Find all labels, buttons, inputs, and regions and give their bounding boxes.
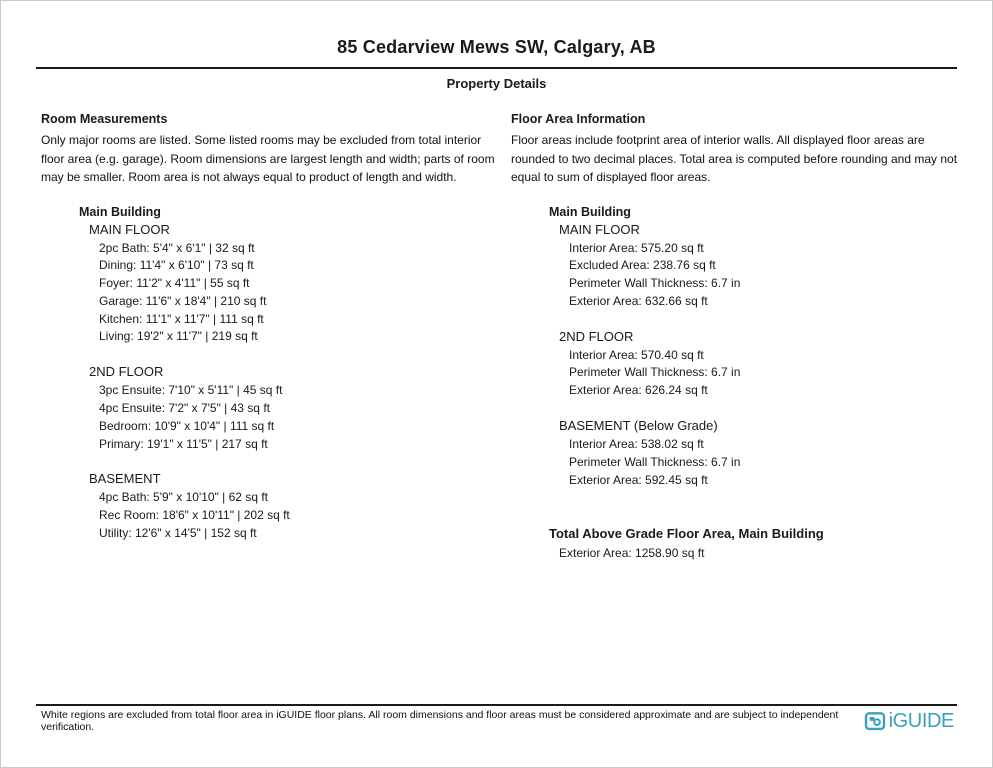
total-exterior-area: Exterior Area: 1258.90 sq ft: [559, 546, 705, 561]
floor-area-entry: Perimeter Wall Thickness: 6.7 in: [569, 454, 741, 469]
room-measurement: Foyer: 11'2" x 4'11" | 55 sq ft: [99, 276, 250, 291]
floor-area-entry: Interior Area: 538.02 sq ft: [569, 437, 704, 452]
footer-divider: [36, 704, 957, 706]
page-subtitle: Property Details: [446, 76, 547, 91]
area-block-basement: [559, 417, 966, 489]
room-measurement: Rec Room: 18'6" x 10'11" | 202 sq ft: [99, 508, 290, 523]
floor-area-entry: Interior Area: 570.40 sq ft: [569, 347, 704, 362]
floor-name: BASEMENT: [89, 471, 161, 487]
room-measurement: Garage: 11'6" x 18'4" | 210 sq ft: [99, 293, 267, 308]
floor-area-heading: Floor Area Information: [511, 112, 646, 126]
total-above-grade-heading: Total Above Grade Floor Area, Main Building: [549, 526, 824, 542]
room-measurements-building: [79, 204, 496, 543]
room-measurement: Utility: 12'6" x 14'5" | 152 sq ft: [99, 526, 257, 541]
room-measurement: Primary: 19'1" x 11'5" | 217 sq ft: [99, 436, 268, 451]
floor-area-entry: Exterior Area: 626.24 sq ft: [569, 383, 708, 398]
floor-name: 2ND FLOOR: [559, 328, 634, 344]
room-list: [99, 382, 496, 453]
room-measurement: 2pc Bath: 5'4" x 6'1" | 32 sq ft: [99, 240, 255, 255]
footer-disclaimer: White regions are excluded from total floor area in iGUIDE floor plans. All room dimensions and floor areas must be considered approximate and are subject to independent verification.: [41, 709, 839, 733]
floor-name: 2ND FLOOR: [89, 364, 164, 380]
room-measurement: Dining: 11'4" x 6'10" | 73 sq ft: [99, 258, 254, 273]
floor-block-basement: [89, 470, 496, 542]
iguide-logo: [864, 710, 954, 733]
area-list: [569, 240, 966, 311]
room-measurements-heading: Room Measurements: [41, 112, 168, 126]
floor-block-2nd-floor: [89, 363, 496, 453]
floor-area-entry: Perimeter Wall Thickness: 6.7 in: [569, 365, 741, 380]
floor-area-entry: Perimeter Wall Thickness: 6.7 in: [569, 276, 741, 291]
floor-name: MAIN FLOOR: [559, 221, 640, 237]
floor-area-building: [549, 204, 966, 490]
room-measurement: 3pc Ensuite: 7'10" x 5'11" | 45 sq ft: [99, 383, 283, 398]
floor-area-entry: Exterior Area: 632.66 sq ft: [569, 293, 708, 308]
floor-name: BASEMENT (Below Grade): [559, 418, 718, 434]
room-measurement: Living: 19'2" x 11'7" | 219 sq ft: [99, 329, 258, 344]
floor-area-description: Floor areas include footprint area of interior walls. All displayed floor areas are rounded to two decimal places. Total area is computed before rounding and may not equal to sum of displayed floor areas.: [511, 133, 958, 184]
room-measurements-column: [41, 112, 496, 562]
floor-area-column: [511, 112, 966, 562]
floor-name: MAIN FLOOR: [89, 221, 170, 237]
room-measurement: Kitchen: 11'1" x 11'7" | 111 sq ft: [99, 311, 264, 326]
floor-area-entry: Excluded Area: 238.76 sq ft: [569, 258, 716, 273]
area-block-2nd-floor: [559, 328, 966, 400]
room-measurement: Bedroom: 10'9" x 10'4" | 111 sq ft: [99, 418, 275, 433]
page-title: 85 Cedarview Mews SW, Calgary, AB: [337, 37, 656, 57]
header-divider: [36, 67, 957, 69]
floor-block-main-floor: [89, 221, 496, 347]
total-above-grade-block: [549, 525, 966, 562]
content-columns: [1, 112, 992, 562]
building-heading: Main Building: [549, 204, 631, 219]
area-block-main-floor: [559, 221, 966, 311]
room-list: [99, 489, 496, 542]
iguide-camera-icon: [864, 710, 886, 732]
floor-area-entry: Interior Area: 575.20 sq ft: [569, 240, 704, 255]
area-list: [569, 436, 966, 489]
room-list: [99, 240, 496, 347]
floor-area-entry: Exterior Area: 592.45 sq ft: [569, 472, 708, 487]
page-footer: [41, 709, 954, 733]
room-measurement: 4pc Bath: 5'9" x 10'10" | 62 sq ft: [99, 490, 268, 505]
room-measurement: 4pc Ensuite: 7'2" x 7'5" | 43 sq ft: [99, 401, 270, 416]
area-list: [569, 347, 966, 400]
building-heading: Main Building: [79, 204, 161, 219]
room-measurements-description: Only major rooms are listed. Some listed rooms may be excluded from total interior floor area (e.g. garage). Room dimensions are largest length and width; parts of room may be smaller. Room area is not always equal to product of length and width.: [41, 133, 495, 184]
iguide-logo-text: iGUIDE: [888, 709, 954, 732]
page-header: [1, 1, 992, 91]
